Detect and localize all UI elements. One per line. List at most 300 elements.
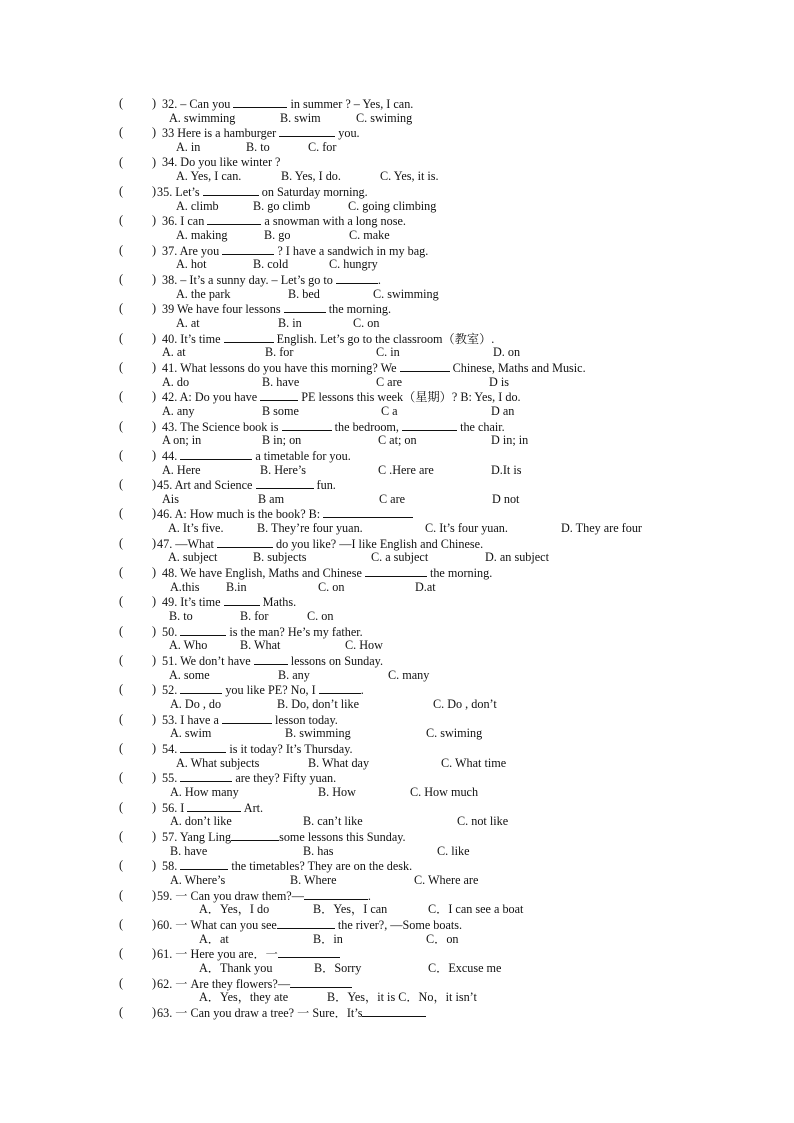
question-stem: [162, 155, 280, 170]
answer-option[interactable]: C. How much: [410, 785, 479, 800]
answer-paren-right: ): [152, 975, 157, 990]
question-row: [0, 976, 794, 991]
answer-blank[interactable]: [282, 419, 332, 431]
answer-paren-right: ): [152, 330, 157, 345]
question-text: .: [367, 888, 371, 903]
answer-paren-right: ): [152, 535, 157, 550]
options-row: [0, 463, 794, 478]
question-text: a snowman with a long nose.: [261, 214, 406, 229]
answer-option[interactable]: B.in: [226, 579, 247, 594]
answer-option[interactable]: B．Sorry: [314, 960, 362, 975]
question-row: [0, 1005, 794, 1020]
options-row: [0, 140, 794, 155]
answer-option[interactable]: A. do: [162, 374, 190, 389]
answer-option[interactable]: B. can’t like: [303, 814, 363, 829]
answer-blank[interactable]: [224, 331, 274, 343]
answer-option[interactable]: C. Where are: [414, 872, 479, 887]
question-text: The Science book is: [180, 419, 282, 434]
question-stem: [157, 184, 368, 200]
answer-paren-right: ): [152, 799, 157, 814]
answer-option[interactable]: C are: [379, 491, 406, 506]
answer-paren-left: (: [119, 623, 124, 638]
answer-blank[interactable]: [187, 800, 241, 812]
answer-option[interactable]: A．at: [199, 931, 229, 946]
answer-option[interactable]: B. Here’s: [260, 462, 307, 477]
answer-option[interactable]: A. making: [176, 227, 228, 242]
answer-blank[interactable]: [279, 125, 335, 137]
question-text: .: [377, 272, 381, 287]
question-text: A: Do you have: [179, 390, 261, 405]
question-stem: [162, 653, 383, 669]
question-text: is the man? He’s my father.: [226, 624, 363, 639]
answer-option[interactable]: C. swimming: [373, 286, 439, 301]
answer-blank[interactable]: [222, 243, 274, 255]
question-number: 37.: [162, 243, 180, 258]
answer-option[interactable]: B. any: [278, 667, 310, 682]
question-text: the chair.: [457, 419, 505, 434]
answer-blank[interactable]: [222, 712, 272, 724]
answer-option[interactable]: A. swimming: [169, 110, 236, 125]
options-row: [0, 756, 794, 771]
answer-blank[interactable]: [180, 741, 226, 753]
answer-option[interactable]: C. Do , don’t: [433, 697, 497, 712]
answer-blank[interactable]: [233, 96, 287, 108]
question-text: ? I have a sandwich in my bag.: [274, 243, 429, 258]
answer-blank[interactable]: [180, 624, 226, 636]
answer-paren-right: ): [152, 96, 157, 110]
question-stem: [162, 800, 263, 816]
answer-paren-right: ): [152, 682, 157, 697]
answer-paren-right: ): [152, 887, 157, 902]
options-row: [0, 550, 794, 565]
answer-blank[interactable]: [207, 213, 261, 225]
answer-paren-left: (: [119, 330, 124, 345]
answer-option[interactable]: D. on: [493, 345, 521, 360]
question-number: 39: [162, 302, 178, 317]
answer-paren-right: ): [152, 242, 157, 257]
answer-option[interactable]: C．Excuse me: [428, 960, 502, 975]
answer-option[interactable]: B. cold: [253, 257, 289, 272]
answer-blank[interactable]: [256, 477, 314, 489]
answer-option[interactable]: B. have: [262, 374, 300, 389]
question-text: you like PE? No, I: [222, 683, 319, 698]
answer-paren-left: (: [119, 594, 124, 609]
answer-paren-right: ): [152, 301, 157, 316]
answer-paren-right: ): [152, 213, 157, 228]
question-number: 45.: [157, 478, 175, 493]
question-row: [0, 419, 794, 434]
options-row: [0, 873, 794, 888]
answer-option[interactable]: A. any: [162, 403, 195, 418]
question-row: [0, 858, 794, 873]
answer-option[interactable]: B. go climb: [253, 198, 311, 213]
answer-paren-left: (: [119, 242, 124, 257]
question-text: Here is a hamburger: [177, 126, 280, 141]
question-stem: [162, 213, 406, 229]
question-number: 41.: [162, 360, 181, 375]
answer-option[interactable]: C .Here are: [378, 462, 434, 477]
question-text: Art.: [241, 800, 264, 815]
answer-option[interactable]: B．Yes，it is C．No，it isn’t: [327, 990, 477, 1005]
answer-option[interactable]: C. for: [308, 139, 337, 154]
answer-paren-left: (: [119, 154, 124, 169]
options-row: [0, 433, 794, 448]
answer-option[interactable]: B. Yes, I do.: [281, 169, 341, 184]
question-number: 38.: [162, 272, 181, 287]
answer-option[interactable]: C. not like: [457, 814, 509, 829]
answer-paren-left: (: [119, 711, 124, 726]
question-row: [0, 800, 794, 815]
answer-option[interactable]: D.It is: [491, 462, 522, 477]
question-number: 63.: [157, 1005, 176, 1020]
question-number: 34.: [162, 154, 181, 169]
answer-option[interactable]: B. to: [169, 609, 193, 624]
question-text: – Can you: [180, 97, 234, 111]
question-stem: [162, 360, 586, 376]
answer-paren-left: (: [119, 975, 124, 990]
answer-option[interactable]: B．Yes，I can: [313, 902, 388, 917]
question-text: Yang Ling: [179, 830, 232, 844]
answer-option[interactable]: C. swiming: [426, 726, 483, 741]
answer-option[interactable]: C. hungry: [329, 257, 378, 272]
question-number: 60.: [157, 917, 176, 932]
question-row: [0, 477, 794, 492]
answer-option[interactable]: A. What subjects: [176, 755, 260, 770]
question-text: the morning.: [325, 302, 392, 317]
question-text: the bedroom,: [331, 419, 403, 434]
question-number: 48.: [162, 566, 181, 581]
question-stem: [162, 858, 412, 874]
answer-blank[interactable]: [254, 653, 288, 665]
question-stem: [162, 125, 360, 141]
answer-option[interactable]: C. on: [353, 315, 380, 330]
question-row: [0, 888, 794, 903]
answer-option[interactable]: D is: [489, 374, 509, 389]
answer-blank[interactable]: [180, 682, 222, 694]
answer-option[interactable]: C. a subject: [371, 550, 429, 565]
question-stem: [157, 477, 336, 493]
answer-option[interactable]: C. make: [349, 227, 390, 242]
answer-option[interactable]: A. some: [169, 667, 210, 682]
answer-option[interactable]: A. Where’s: [170, 872, 226, 887]
answer-blank[interactable]: [278, 946, 340, 958]
options-row: [0, 404, 794, 419]
answer-blank[interactable]: [260, 389, 298, 401]
question-text: I can: [180, 214, 208, 229]
answer-paren-left: (: [119, 447, 124, 462]
answer-option[interactable]: C are: [376, 374, 403, 389]
answer-option[interactable]: A. hot: [176, 257, 207, 272]
question-stem: [157, 946, 340, 962]
answer-paren-left: (: [119, 535, 124, 550]
answer-option[interactable]: B. subjects: [253, 550, 307, 565]
options-row: [0, 932, 794, 947]
answer-option[interactable]: C. swiming: [356, 110, 413, 125]
answer-blank[interactable]: [400, 360, 450, 372]
question-row: [0, 741, 794, 756]
answer-option[interactable]: A. Who: [169, 638, 208, 653]
question-text: a timetable for you.: [252, 448, 351, 463]
answer-blank[interactable]: [180, 770, 232, 782]
answer-paren-left: (: [119, 887, 124, 902]
question-row: [0, 331, 794, 346]
answer-paren-right: ): [152, 653, 157, 668]
answer-blank[interactable]: [336, 272, 378, 284]
question-number: 54.: [162, 742, 181, 757]
question-stem: [162, 301, 391, 317]
answer-blank[interactable]: [224, 594, 260, 606]
answer-option[interactable]: B. swimming: [285, 726, 351, 741]
question-number: 49.: [162, 595, 181, 610]
answer-paren-left: (: [119, 858, 124, 873]
options-row: [0, 990, 794, 1005]
answer-option[interactable]: C. like: [437, 843, 470, 858]
answer-blank[interactable]: [290, 976, 352, 988]
answer-option[interactable]: C. many: [388, 667, 430, 682]
question-row: [0, 829, 794, 844]
answer-option[interactable]: B. bed: [288, 286, 320, 301]
answer-option[interactable]: D an: [491, 403, 515, 418]
options-row: [0, 492, 794, 507]
answer-blank[interactable]: [304, 888, 368, 900]
answer-paren-left: (: [119, 741, 124, 756]
question-text: on Saturday morning.: [258, 184, 368, 199]
question-text: We have four lessons: [177, 302, 284, 317]
answer-option[interactable]: B am: [258, 491, 285, 506]
answer-blank[interactable]: [365, 565, 427, 577]
answer-option[interactable]: A. climb: [176, 198, 219, 213]
answer-paren-left: (: [119, 301, 124, 316]
question-row: [0, 946, 794, 961]
answer-blank[interactable]: [402, 419, 457, 431]
options-row: [0, 375, 794, 390]
question-number: 46.: [157, 507, 175, 522]
answer-option[interactable]: D not: [492, 491, 520, 506]
options-row: [0, 726, 794, 741]
answer-paren-left: (: [119, 799, 124, 814]
question-text: are they? Fifty yuan.: [232, 771, 337, 786]
answer-paren-right: ): [152, 271, 157, 286]
options-row: [0, 814, 794, 829]
question-number: 32.: [162, 97, 181, 111]
question-number: 53.: [162, 712, 181, 727]
question-number: 42.: [162, 390, 180, 405]
question-text: 一 Can you draw them?—: [175, 888, 304, 903]
question-text: the river?, —Some boats.: [334, 917, 463, 932]
answer-option[interactable]: B. for: [265, 345, 294, 360]
answer-option[interactable]: D.at: [415, 579, 436, 594]
answer-option[interactable]: A.this: [170, 579, 200, 594]
answer-paren-left: (: [119, 418, 124, 433]
question-text: .: [360, 683, 364, 698]
question-text: —What: [175, 536, 217, 551]
answer-blank[interactable]: [319, 682, 361, 694]
question-text: – It’s a sunny day. – Let’s go to: [180, 272, 336, 287]
answer-paren-left: (: [119, 916, 124, 931]
answer-option[interactable]: B. How: [318, 785, 356, 800]
question-row: [0, 917, 794, 932]
answer-option[interactable]: A. at: [162, 345, 186, 360]
answer-blank[interactable]: [277, 917, 335, 929]
answer-option[interactable]: B some: [262, 403, 299, 418]
answer-blank[interactable]: [231, 829, 279, 841]
options-row: [0, 902, 794, 917]
question-row: [0, 272, 794, 287]
question-text: the morning.: [426, 566, 493, 581]
question-number: 43.: [162, 419, 181, 434]
question-number: 36.: [162, 214, 181, 229]
answer-option[interactable]: C. It’s four yuan.: [425, 521, 508, 536]
answer-option[interactable]: B. swim: [280, 110, 321, 125]
question-number: 33: [162, 126, 178, 141]
question-stem: [157, 536, 483, 552]
answer-option[interactable]: C．on: [426, 931, 459, 946]
answer-blank[interactable]: [180, 448, 252, 460]
answer-paren-left: (: [119, 125, 124, 140]
question-text: I: [180, 800, 188, 815]
answer-option[interactable]: B. for: [240, 609, 269, 624]
answer-option[interactable]: B. What day: [308, 755, 370, 770]
answer-paren-left: (: [119, 389, 124, 404]
question-row: [0, 448, 794, 463]
answer-blank[interactable]: [203, 184, 259, 196]
answer-option[interactable]: C. on: [318, 579, 345, 594]
answer-option[interactable]: A. How many: [170, 785, 239, 800]
answer-paren-right: ): [152, 565, 157, 580]
answer-option[interactable]: C a: [381, 403, 398, 418]
answer-option[interactable]: C. in: [376, 345, 400, 360]
question-number: 61.: [157, 947, 176, 962]
question-text: It’s time: [180, 331, 224, 346]
answer-paren-right: ): [152, 711, 157, 726]
question-stem: [157, 976, 352, 992]
options-row: [0, 638, 794, 653]
answer-option[interactable]: A. Here: [162, 462, 201, 477]
answer-option[interactable]: C. going climbing: [348, 198, 437, 213]
question-text: lessons on Sunday.: [287, 654, 384, 669]
options-row: [0, 199, 794, 214]
answer-option[interactable]: C at; on: [378, 433, 417, 448]
question-row: [0, 389, 794, 404]
answer-blank[interactable]: [362, 1005, 426, 1017]
answer-option[interactable]: A. subject: [168, 550, 218, 565]
question-row: [0, 360, 794, 375]
options-row: [0, 316, 794, 331]
answer-option[interactable]: B. has: [303, 843, 334, 858]
options-row: [0, 785, 794, 800]
options-row: [0, 228, 794, 243]
question-text: It’s time: [180, 595, 224, 610]
answer-option[interactable]: A．Yes，I do: [199, 902, 270, 917]
question-text: Let’s: [175, 184, 203, 199]
answer-blank[interactable]: [217, 536, 273, 548]
answer-option[interactable]: B. Do, don’t like: [277, 697, 360, 712]
answer-paren-left: (: [119, 477, 124, 492]
answer-paren-right: ): [152, 858, 157, 873]
options-row: [0, 345, 794, 360]
answer-option[interactable]: A on; in: [162, 433, 202, 448]
answer-option[interactable]: C. How: [345, 638, 383, 653]
answer-paren-left: (: [119, 770, 124, 785]
options-row: [0, 580, 794, 595]
question-row: [0, 243, 794, 258]
answer-option[interactable]: B. go: [264, 227, 291, 242]
question-text: Do you like winter ?: [180, 154, 281, 169]
question-text: I have a: [180, 712, 222, 727]
question-stem: [162, 272, 381, 288]
question-stem: [162, 829, 406, 845]
answer-option[interactable]: B. in: [278, 315, 302, 330]
answer-paren-right: ): [152, 447, 157, 462]
options-row: [0, 111, 794, 126]
answer-paren-right: ): [152, 594, 157, 609]
answer-blank[interactable]: [180, 858, 228, 870]
answer-option[interactable]: D. an subject: [485, 550, 549, 565]
answer-option[interactable]: A．Thank you: [199, 960, 273, 975]
answer-paren-right: ): [152, 125, 157, 140]
answer-paren-left: (: [119, 359, 124, 374]
answer-option[interactable]: A. the park: [176, 286, 231, 301]
answer-blank[interactable]: [284, 301, 326, 313]
answer-option[interactable]: A．Yes，they ate: [199, 990, 289, 1005]
answer-option[interactable]: B. to: [246, 139, 270, 154]
answer-option[interactable]: C．I can see a boat: [428, 902, 524, 917]
answer-paren-right: ): [152, 916, 157, 931]
question-text: Chinese, Maths and Music.: [449, 360, 586, 375]
question-text: in summer ? – Yes, I can.: [287, 97, 414, 111]
question-stem: [162, 594, 296, 610]
answer-paren-right: ): [152, 359, 157, 374]
answer-option[interactable]: C. Yes, it is.: [380, 169, 439, 184]
question-text: 一 Here you are．一: [175, 947, 278, 962]
options-row: [0, 287, 794, 302]
question-row: [0, 565, 794, 580]
answer-option[interactable]: D in; in: [491, 433, 529, 448]
question-stem: [162, 682, 364, 698]
question-text: 一 Are they flowers?—: [175, 976, 291, 991]
question-stem: [162, 419, 505, 435]
answer-paren-left: (: [119, 506, 124, 521]
answer-option[interactable]: A. Yes, I can.: [176, 169, 242, 184]
question-text: 一 What can you see: [175, 917, 277, 932]
answer-blank[interactable]: [323, 506, 413, 518]
answer-option[interactable]: A. It’s five.: [168, 521, 224, 536]
question-stem: [162, 96, 413, 112]
answer-option[interactable]: A. swim: [170, 726, 212, 741]
answer-option[interactable]: A. Do , do: [170, 697, 222, 712]
question-stem: [162, 712, 338, 728]
answer-option[interactable]: B. What: [240, 638, 281, 653]
question-row: [0, 653, 794, 668]
question-row: [0, 624, 794, 639]
answer-option[interactable]: Ais: [162, 491, 179, 506]
answer-option[interactable]: A. don’t like: [170, 814, 232, 829]
answer-option[interactable]: C. on: [307, 609, 334, 624]
answer-option[interactable]: B. have: [170, 843, 208, 858]
answer-option[interactable]: B. They’re four yuan.: [257, 521, 363, 536]
answer-option[interactable]: C. What time: [441, 755, 507, 770]
question-stem: [157, 888, 371, 904]
question-text: Maths.: [259, 595, 297, 610]
answer-paren-right: ): [152, 154, 157, 169]
answer-option[interactable]: D. They are four: [561, 521, 642, 536]
answer-option[interactable]: A. at: [176, 315, 200, 330]
answer-option[interactable]: B in; on: [262, 433, 302, 448]
question-stem: [157, 506, 413, 522]
answer-option[interactable]: B. Where: [290, 872, 337, 887]
answer-option[interactable]: A. in: [176, 139, 201, 154]
answer-option[interactable]: B．in: [313, 931, 343, 946]
